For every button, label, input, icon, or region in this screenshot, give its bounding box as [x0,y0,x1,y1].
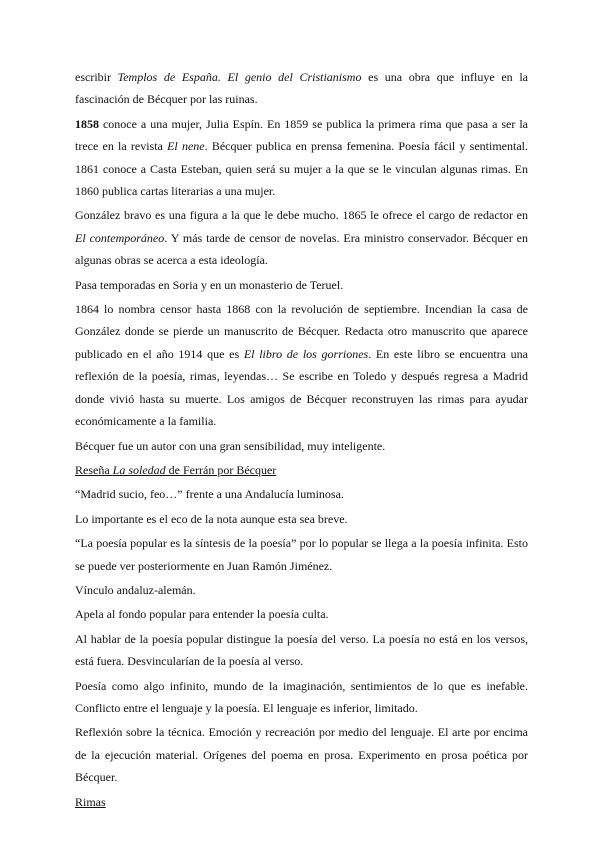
paragraph-infinito: Poesía como algo infinito, mundo de la imaginación, sentimientos de lo que es inefable. Conflicto entre el lenguaje y la poesía. El lenguaje es inferior, limitado. [75,678,528,715]
text-run: conoce a una mujer, Julia Espín. En 1859 se publica la primera rima que pasa a ser la trece en la revista [75,116,528,154]
paragraph-madrid-sucio: “Madrid sucio, feo…” frente a una Andalucía luminosa. [75,487,344,502]
text-run: . Y más tarde de censor de novelas. Era ministro conservador. Bécquer en algunas obras se acerca a esta ideología. [75,230,529,268]
book-title: El libro de los gorriones [243,346,369,361]
magazine-title: El nene [167,139,205,154]
newspaper-title: El contemporáneo [75,230,165,245]
text-run: es una obra que influye en la fascinación de Bécquer por las ruinas. [75,70,528,107]
paragraph-gonzalez-bravo [75,204,528,271]
paragraph-verso: Al hablar de la poesía popular distingue la poesía del verso. La poesía no está en los versos, está fuera. Desvincularían de la poesía al verso. [75,631,528,669]
text-run: escribir [75,70,118,84]
text-run: . En este libro se encuentra una reflexión de la poesía, rimas, leyendas… Se escribe en Toledo y después regresa a Madrid donde vivió hasta su muerte. Los amigos de Bécquer reconstruyen las rimas para ayudar económicamente a la familia. [75,346,528,429]
paragraph-1858 [75,113,528,203]
paragraph-vinculo: Vínculo andaluz-alemán. [75,582,196,597]
book-title: Templos de España. El genio del Cristianismo [117,70,362,84]
paragraph-soria: Pasa temporadas en Soria y en un monasterio de Teruel. [75,277,344,292]
text-run: . Bécquer publica en prensa femenina. Poesía fácil y sentimental. 1861 conoce a Casta Esteban, quien será su mujer a la que se le vinculan algunas rimas. En 1860 publica cartas literarias a una mujer. [75,139,528,199]
year-label: 1858 [75,116,99,131]
section-heading-rimas: Rimas [75,794,106,809]
section-heading-resena [75,459,528,481]
work-title: La soledad [112,462,166,477]
paragraph-sensibilidad: Bécquer fue un autor con una gran sensibilidad, muy inteligente. [75,438,386,453]
text-run: de Ferrán por Bécquer [165,462,277,477]
text-run: González bravo es una figura a la que le debe mucho. 1865 le ofrece el cargo de redactor en [75,208,528,223]
paragraph-poesia-popular: “La poesía popular es la síntesis de la poesía” por lo popular se llega a la poesía infinita. Esto se puede ver posteriormente en Juan Ramón Jiménez. [75,536,528,573]
paragraph-templos [75,66,528,111]
paragraph-tecnica: Reflexión sobre la técnica. Emoción y recreación por medio del lenguaje. El arte por encima de la ejecución material. Orígenes del poema en prosa. Experimento en prosa poética por Bécquer. [75,725,528,785]
text-run: 1864 lo nombra censor hasta 1868 con la revolución de septiembre. Incendian la casa de González donde se pierde un manuscrito de Bécquer. Redacta otro manuscrito que aparece publicado en el año 1914 que es [75,302,528,361]
paragraph-1864 [75,298,528,432]
paragraph-fondo-popular: Apela al fondo popular para entender la poesía culta. [75,607,329,622]
text-run: Reseña [75,462,113,477]
paragraph-eco-nota: Lo importante es el eco de la nota aunque esta sea breve. [75,511,348,526]
document-page [75,66,528,815]
